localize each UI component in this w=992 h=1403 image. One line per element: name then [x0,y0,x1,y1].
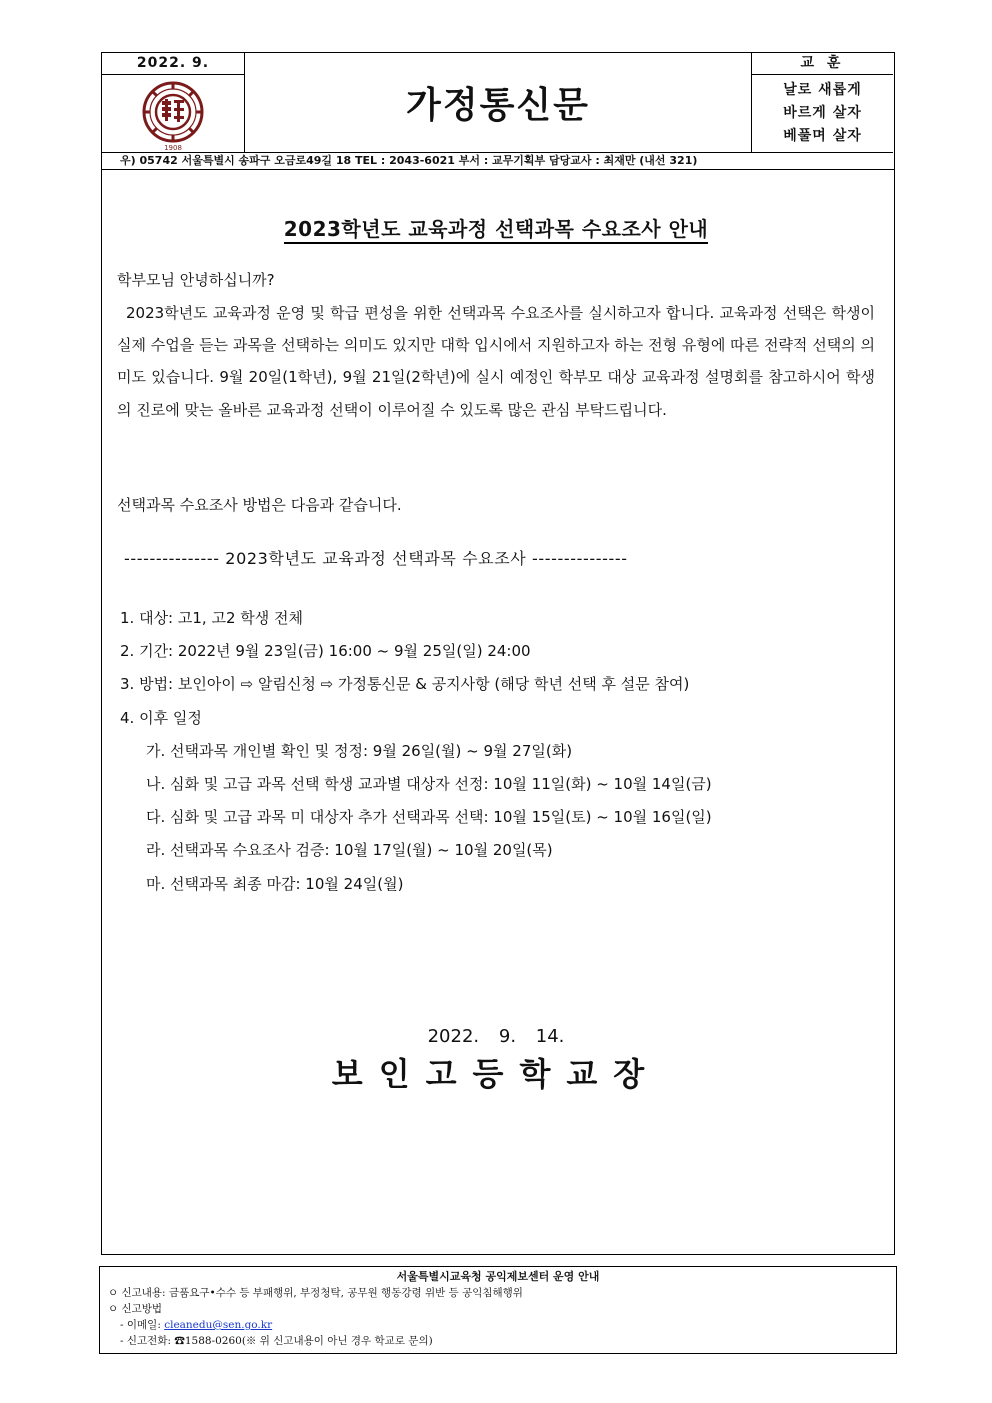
intro-paragraph: 2023학년도 교육과정 운영 및 학급 편성을 위한 선택과목 수요조사를 실시하고자 합니다. 교육과정 선택은 학생이 실제 수업을 듣는 과목을 선택하는 의미도 있지만 대학 입시에서 지원하고자 하는 전형 유형에 따른 전략적 선택의 의미도 있습니다. 9월 20일(1학년), 9월 21일(2학년)에 실시 예정인 학부모 대상 교육과정 설명회를 참고하시어 학생의 진로에 맞는 올바른 교육과정 선택이 이루어질 수 있도록 많은 관심 부탁드립니다. [117,304,875,419]
list-item: 3. 방법: 보인아이 ⇨ 알림신청 ⇨ 가정통신문 & 공지사항 (해당 학년 선택 후 설문 참여) [120,675,690,694]
schedule-item: 마. 선택과목 최종 마감: 10월 24일(월) [146,874,404,893]
whistleblower-notice [99,1266,897,1354]
motto-line: 베풀며 살자 [783,128,862,144]
issue-date: 2022. 9. [102,53,245,75]
motto-heading: 교 훈 [752,53,893,75]
schedule-item: 가. 선택과목 개인별 확인 및 정정: 9월 26일(월) ~ 9월 27일(화) [146,741,573,760]
document-title-block [0,213,992,242]
email-label: - 이메일: [120,1319,165,1331]
schedule-item: 다. 심화 및 고급 과목 미 대상자 추가 선택과목 선택: 10월 15일(토) ~ 10월 16일(일) [146,808,712,827]
school-emblem-icon [102,75,245,152]
schedule-item: 나. 심화 및 고급 과목 선택 학생 교과별 대상자 선정: 10월 11일(화) ~ 10월 14일(금) [146,775,712,794]
notice-content: ㅇ 신고내용: 금품요구•수수 등 부패행위, 부정청탁, 공무원 행동강령 위반 등 공익침해행위 [108,1287,523,1299]
notice-title: 서울특별시교육청 공익제보센터 운영 안내 [396,1270,600,1283]
notice-phone: - 신고전화: ☎1588-0260(※ 위 신고내용이 아닌 경우 학교로 문의) [120,1335,433,1347]
issue-date-footer: 2022. 9. 14. [427,1026,565,1047]
motto-list [752,75,893,152]
school-logo [102,75,245,152]
notice-method: ㅇ 신고방법 [108,1303,163,1315]
method-intro: 선택과목 수요조사 방법은 다음과 같습니다. [117,496,402,514]
document-title: 2023학년도 교육과정 선택과목 수요조사 안내 [284,217,708,244]
list-item: 1. 대상: 고1, 고2 학생 전체 [120,609,303,627]
motto-line: 날로 새롭게 [783,82,862,98]
title-cell [245,53,752,152]
section-header: --------------- 2023학년도 교육과정 선택과목 수요조사 --------------- [124,549,628,568]
notice-email-line [100,1317,896,1333]
email-link[interactable]: cleanedu@sen.go.kr [164,1319,273,1331]
letter-header [101,52,895,170]
motto-line: 바르게 살자 [783,105,862,121]
schedule-item: 라. 선택과목 수요조사 검증: 10월 17일(월) ~ 10월 20일(목) [146,841,553,860]
school-address: 우) 05742 서울특별시 송파구 오금로49길 18 TEL : 2043-6021 부서 : 교무기획부 담당교사 : 최재만 (내선 321) [102,152,893,168]
logo-year: 1908 [164,144,182,152]
list-item: 2. 기간: 2022년 9월 23일(금) 16:00 ~ 9월 25일(일) 24:00 [120,642,531,661]
newsletter-title: 가정통신문 [406,85,590,126]
principal-signature: 보인고등학교장 [331,1055,661,1093]
greeting: 학부모님 안녕하십니까? [117,271,275,289]
survey-list [120,602,712,901]
list-item: 4. 이후 일정 [120,708,202,727]
